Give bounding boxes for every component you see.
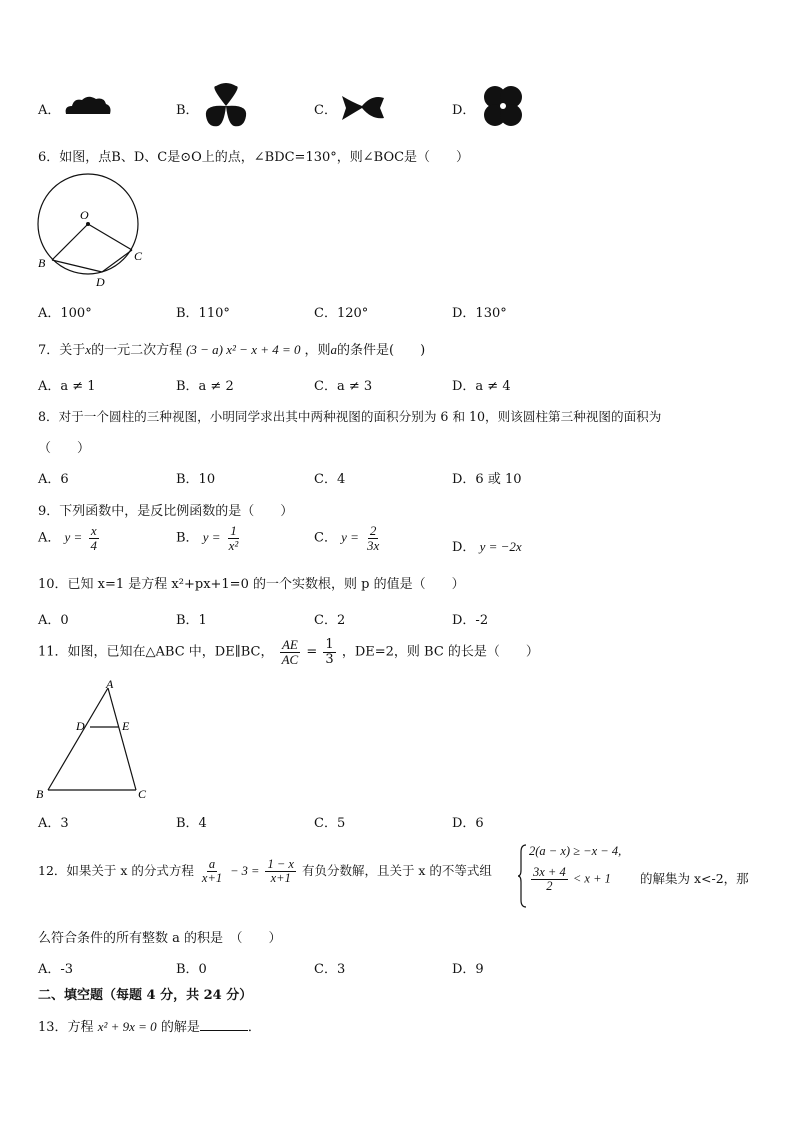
fig-label-d2: D	[76, 719, 85, 733]
q9-option-b: B． y = $\frac{1}{\text{x²}}$	[176, 523, 239, 553]
q7-prefix: 7．关于	[38, 343, 86, 358]
fig-label-c2: C	[138, 787, 147, 801]
q7-suffix: 的条件是( )	[337, 343, 426, 358]
section-heading: 二、填空题（每题 4 分，共 24 分）	[38, 988, 253, 1003]
q8-stem-line2: （ ）	[38, 441, 91, 456]
q10-option-c: C．2	[314, 613, 346, 628]
q6-option-c: C．120°	[314, 306, 369, 321]
fig-label-b2: B	[36, 787, 44, 801]
q10-option-b: B．1	[176, 613, 207, 628]
q10-option-d: D．-2	[452, 613, 489, 628]
q11-option-d: D．6	[452, 816, 484, 831]
q12-option-c: C．3	[314, 962, 346, 977]
q12-option-d: D．9	[452, 962, 484, 977]
fig-label-a: A	[106, 677, 114, 691]
q6-option-d: D．130°	[452, 306, 507, 321]
fig-label-o: O	[80, 208, 89, 222]
three-leaf-shape-icon	[202, 84, 250, 128]
q7-var-a: a	[330, 342, 338, 357]
fig-label-c: C	[134, 249, 143, 263]
q8-option-a: A．6	[38, 472, 69, 487]
q7-equation: (3 − a) x² − x + 4 = 0	[186, 342, 301, 357]
q7-mid2: ，则	[304, 343, 331, 358]
q5-option-b-label: B．	[176, 103, 199, 118]
fig-label-e: E	[122, 719, 130, 733]
cloud-shape-icon	[64, 94, 112, 118]
q6-option-b: B．110°	[176, 306, 230, 321]
q5-option-d-label: D．	[452, 103, 476, 118]
four-leaf-shape-icon	[478, 84, 528, 128]
q12-system-line2: $\frac{3x + 4}{2}$ < x + 1	[533, 865, 611, 894]
q11-option-b: B．4	[176, 816, 207, 831]
q7-mid: 的一元二次方程	[91, 343, 183, 358]
q10-stem: 10．已知 x=1 是方程 x²+px+1=0 的一个实数根，则 p 的值是（ ）	[38, 577, 465, 592]
q12-system-line1: 2(a − x) ≥ −x − 4,	[529, 844, 622, 858]
q13-stem: 13．方程 x² + 9x = 0 的解是 ．	[38, 1019, 261, 1035]
q8-option-c: C．4	[314, 472, 346, 487]
fig-label-d: D	[96, 275, 105, 289]
q7-option-c: C．a ≠ 3	[314, 379, 373, 394]
q8-option-d: D．6 或 10	[452, 472, 522, 487]
bowtie-shape-icon	[340, 92, 386, 122]
q7-option-a: A．a ≠ 1	[38, 379, 96, 394]
triangle-figure	[36, 677, 156, 804]
q9-stem: 9．下列函数中，是反比例函数的是（ ）	[38, 504, 294, 519]
q12-option-b: B．0	[176, 962, 207, 977]
circle-figure	[36, 172, 148, 290]
q11-option-c: C．5	[314, 816, 346, 831]
q7-var-x: x	[85, 342, 92, 357]
q9-option-d: D． y = −2x	[452, 539, 522, 555]
q7-option-d: D．a ≠ 4	[452, 379, 511, 394]
q8-option-b: B．10	[176, 472, 216, 487]
system-brace	[518, 844, 528, 908]
q5-option-c-label: C．	[314, 103, 337, 118]
q9-option-c: C． y = $\frac{2}{3x}$	[314, 523, 380, 553]
q10-option-a: A．0	[38, 613, 69, 628]
q12-line2: 么符合条件的所有整数 a 的积是 （ ）	[38, 931, 282, 946]
q7-option-b: B．a ≠ 2	[176, 379, 234, 394]
q6-stem: 6．如图，点B、D、C是⊙O上的点，∠BDC=130°，则∠BOC是（ ）	[38, 150, 470, 165]
fig-label-b: B	[38, 256, 46, 270]
q5-option-a-label: A．	[38, 103, 61, 118]
q11-option-a: A．3	[38, 816, 69, 831]
q7-stem	[38, 339, 425, 358]
q12-option-a: A．-3	[38, 962, 74, 977]
q8-stem-line1: 8．对于一个圆柱的三种视图，小明同学求出其中两种视图的面积分别为 6 和 10，则该圆柱第三种视图的面积为	[38, 409, 662, 424]
q6-option-a: A．100°	[38, 306, 92, 321]
q12-stem: 12．如果关于 x 的分式方程 $\frac{a}{x+1}$ − 3 = $\frac{1 - x}{x+1}$ 有负分数解，且关于 x 的不等式组	[38, 857, 492, 886]
answer-blank[interactable]	[200, 1018, 248, 1031]
q9-option-a: A． y = $\frac{x}{4}$	[38, 523, 97, 553]
q11-stem: 11．如图，已知在△ABC 中，DE∥BC， $\frac{AE}{AC}$ = $\frac{1}{3}$ ，DE=2，则 BC 的长是（ ）	[38, 637, 539, 667]
q12-suffix: 的解集为 x<-2，那	[640, 871, 749, 886]
